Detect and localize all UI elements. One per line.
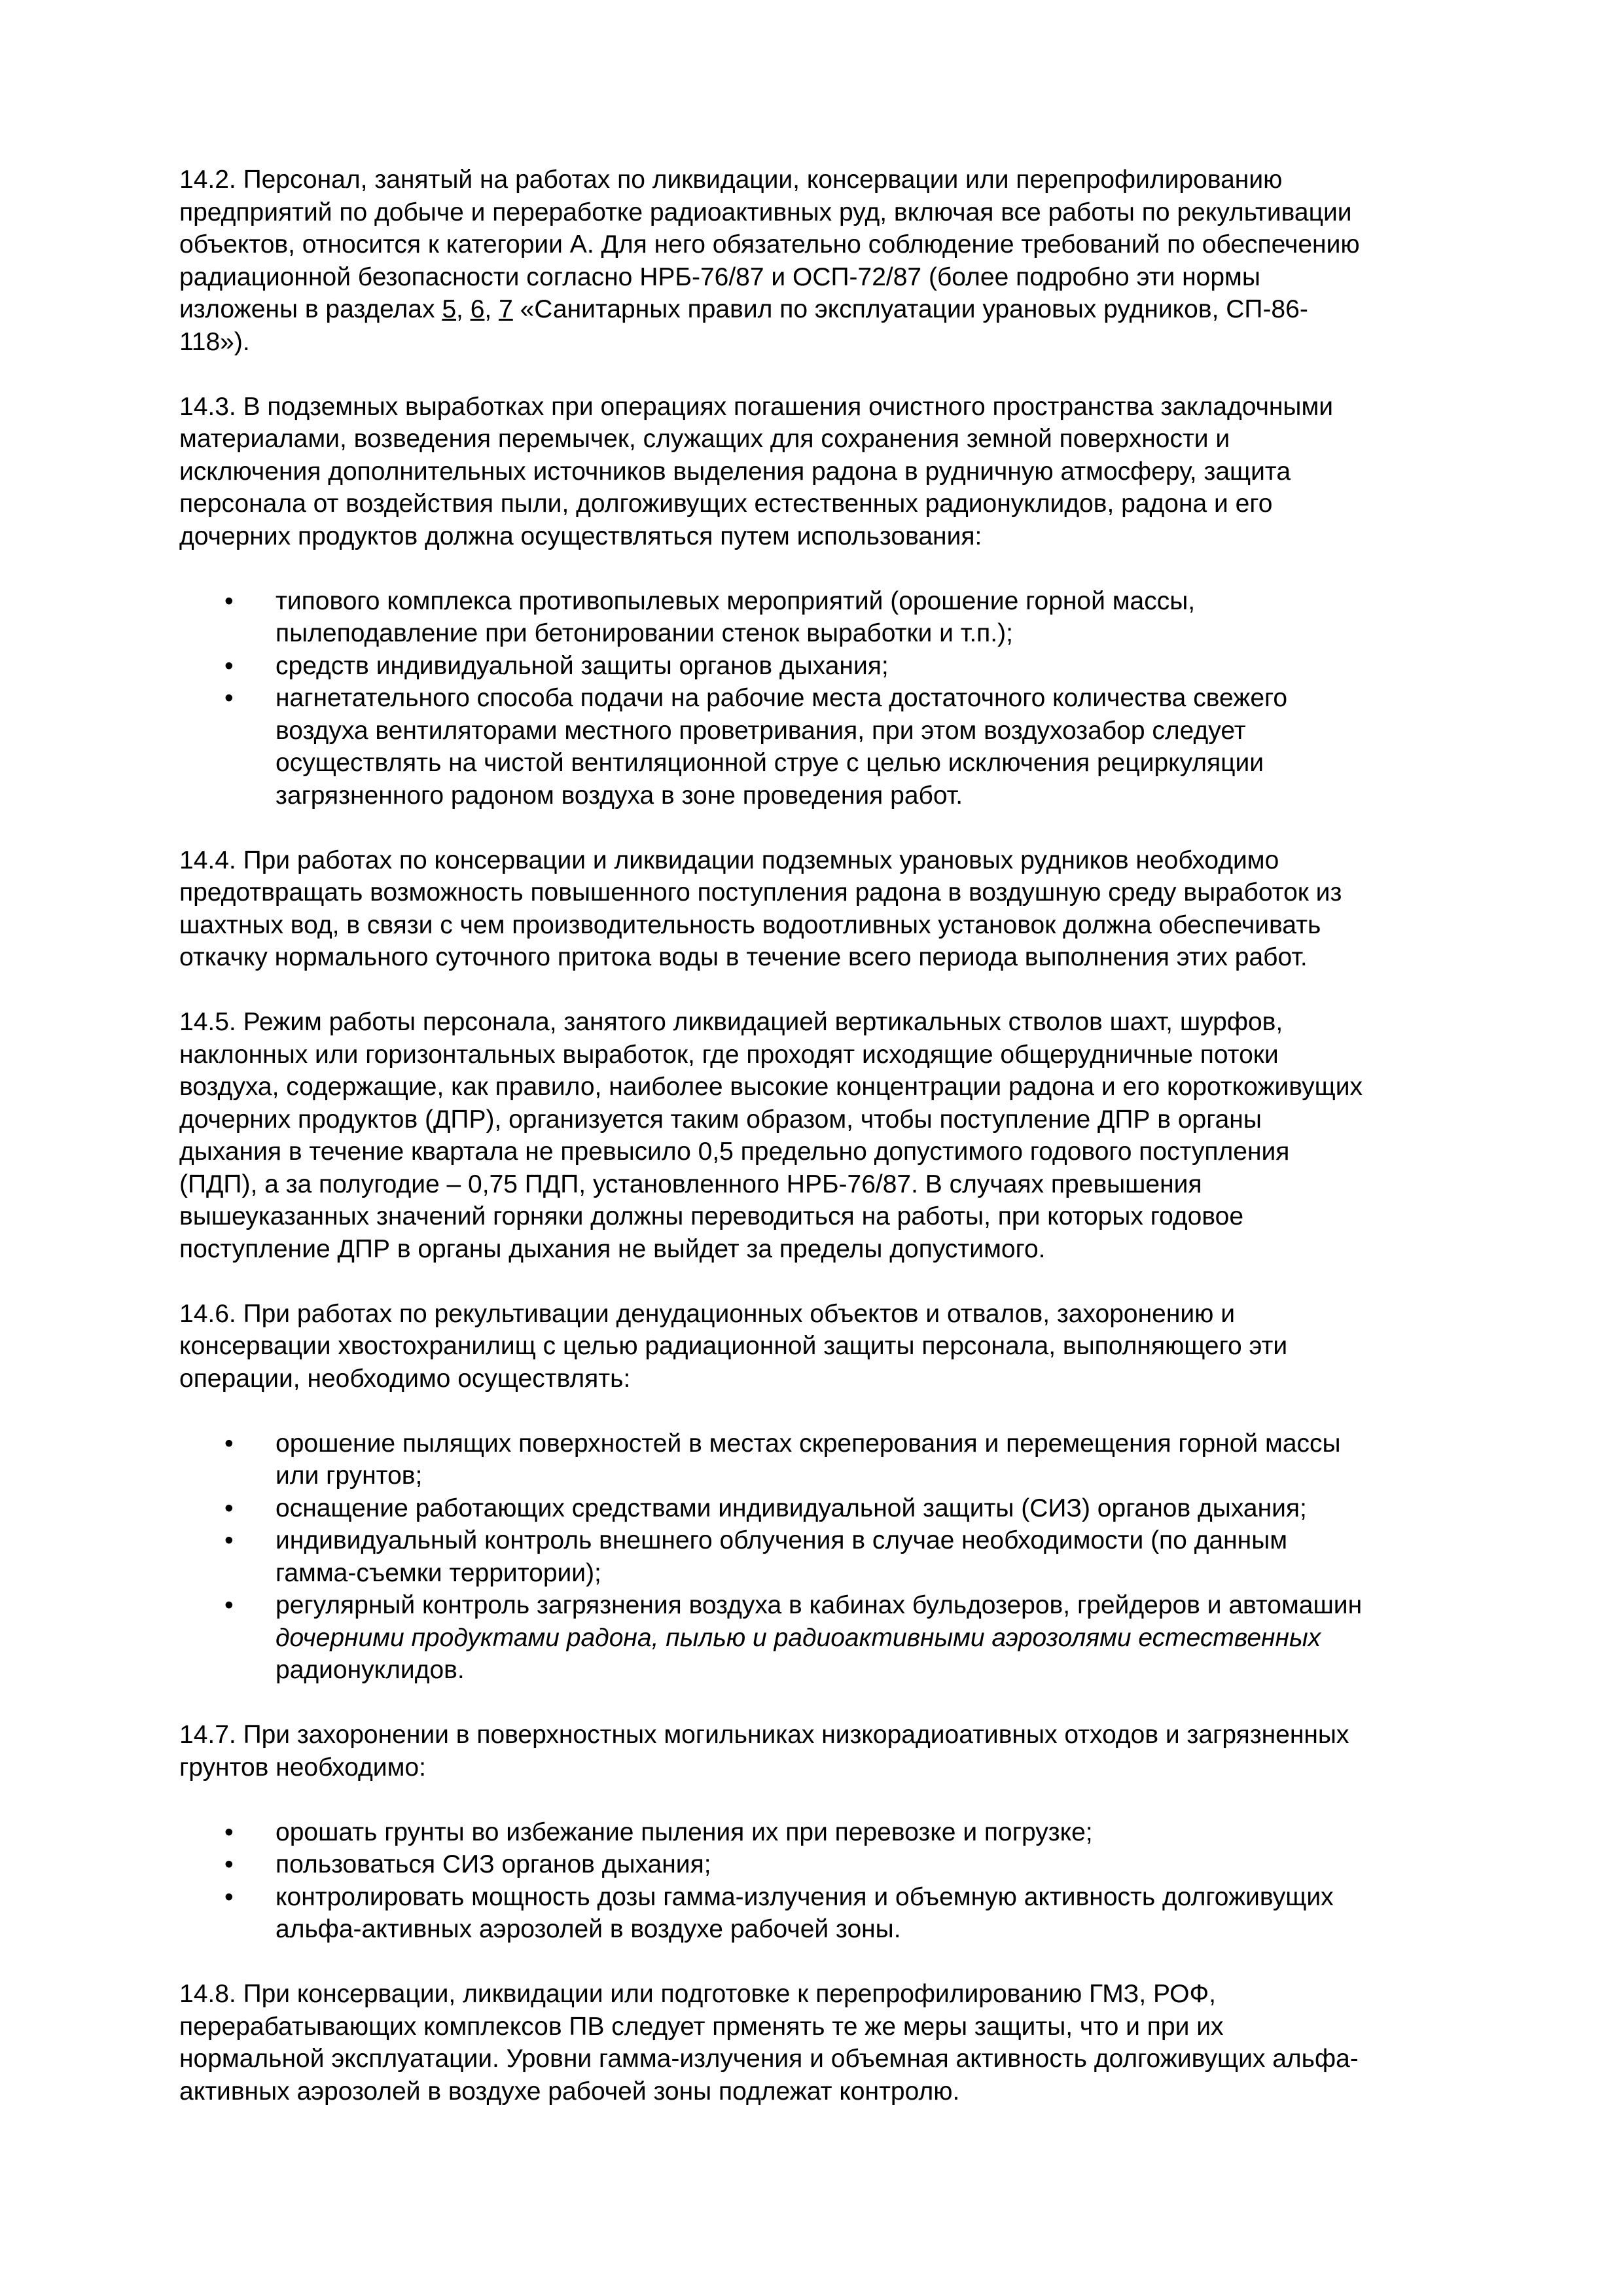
paragraph-14-8	[179, 1978, 1462, 2108]
section-link-5[interactable]: 5	[442, 295, 457, 323]
text-fragment: «Санитарных правил по эксплуатации урановых рудников, СП-86-	[512, 295, 1308, 323]
bullet-icon: •	[224, 1526, 234, 1554]
list-item-line: оснащение работающих средствами индивидуальной защиты (СИЗ) органов дыхания;	[276, 1494, 1307, 1522]
bullet-icon: •	[224, 1850, 234, 1878]
bullet-icon: •	[224, 586, 234, 615]
paragraph-line: материалами, возведения перемычек, служащих для сохранения земной поверхности и	[179, 425, 1230, 453]
list-item-line: контролировать мощность дозы гамма-излучения и объемную активность долгоживущих	[276, 1882, 1334, 1911]
list-item-line: гамма-съемки территории);	[276, 1558, 601, 1587]
paragraph-line: 14.8. При консервации, ликвидации или подготовке к перепрофилированию ГМЗ, РОФ,	[179, 1980, 1216, 2008]
list-item	[179, 682, 1462, 812]
bullet-icon: •	[224, 1494, 234, 1522]
section-link-7[interactable]: 7	[499, 295, 513, 323]
document-page	[179, 164, 1462, 2140]
list-item-line: индивидуальный контроль внешнего облучения в случае необходимости (по данным	[276, 1526, 1288, 1554]
paragraph-14-4	[179, 844, 1462, 974]
paragraph-line: дочерних продуктов (ДПР), организуется таким образом, чтобы поступление ДПР в органы	[179, 1105, 1262, 1134]
list-item-line: орошение пылящих поверхностей в местах скреперования и перемещения горной массы	[276, 1429, 1341, 1458]
section-link-6[interactable]: 6	[470, 295, 485, 323]
list-item-line: загрязненного радоном воздуха в зоне проведения работ.	[276, 781, 963, 810]
paragraph-line: грунтов необходимо:	[179, 1753, 426, 1782]
list-item-line: орошать грунты во избежание пыления их при перевозке и погрузке;	[276, 1818, 1093, 1846]
paragraph-line: 14.6. При работах по рекультивации денудационных объектов и отвалов, захоронению и	[179, 1299, 1236, 1328]
list-item-line: воздуха вентиляторами местного проветривания, при этом воздухозабор следует	[276, 716, 1246, 745]
list-item-line: пользоваться СИЗ органов дыхания;	[276, 1850, 711, 1878]
list-item	[179, 1589, 1462, 1687]
bullet-icon: •	[224, 684, 234, 712]
list-item-line: регулярный контроль загрязнения воздуха в кабинах бульдозеров, грейдеров и автомашин	[276, 1591, 1363, 1619]
paragraph-line: нормальной эксплуатации. Уровни гамма-излучения и объемная активность долгоживущих альфа-	[179, 2045, 1359, 2073]
paragraph-line-with-links	[179, 293, 1462, 326]
bullet-list-2	[179, 1427, 1462, 1687]
list-item-line: типового комплекса противопылевых мероприятий (орошение горной массы,	[276, 586, 1196, 615]
paragraph-line: вышеуказанных значений горняки должны переводиться на работы, при которых годовое	[179, 1202, 1244, 1230]
bullet-icon: •	[224, 1591, 234, 1619]
paragraph-line: радиационной безопасности согласно НРБ-76/87 и ОСП-72/87 (более подробно эти нормы	[179, 262, 1260, 291]
paragraph-14-6	[179, 1298, 1462, 1395]
paragraph-line: операции, необходимо осуществлять:	[179, 1364, 631, 1393]
separator: ,	[484, 295, 499, 323]
paragraph-line: персонала от воздействия пыли, долгоживущих естественных радионуклидов, радона и его	[179, 490, 1273, 518]
bullet-icon: •	[224, 1818, 234, 1846]
paragraph-line: шахтных вод, в связи с чем производительность водоотливных установок должна обеспечивать	[179, 910, 1321, 939]
paragraph-14-7	[179, 1719, 1462, 1784]
bullet-list-1	[179, 585, 1462, 812]
paragraph-line: 14.3. В подземных выработках при операциях погашения очистного пространства закладочными	[179, 392, 1334, 421]
paragraph-14-5	[179, 1006, 1462, 1265]
list-item-line: пылеподавление при бетонировании стенок выработки и т.п.);	[276, 619, 1013, 647]
paragraph-line: дыхания в течение квартала не превысило 0,5 предельно допустимого годового поступления	[179, 1138, 1290, 1166]
paragraph-line: дочерних продуктов должна осуществляться путем использования:	[179, 522, 982, 550]
text-fragment: изложены в разделах	[179, 295, 442, 323]
list-item	[179, 1427, 1462, 1492]
paragraph-line: активных аэрозолей в воздухе рабочей зоны подлежат контролю.	[179, 2077, 960, 2106]
list-item	[179, 1492, 1462, 1525]
separator: ,	[456, 295, 471, 323]
list-item-line: осуществлять на чистой вентиляционной струе с целью исключения рециркуляции	[276, 749, 1264, 777]
list-item	[179, 1816, 1462, 1849]
bullet-list-3	[179, 1816, 1462, 1946]
bullet-icon: •	[224, 1882, 234, 1911]
paragraph-line: 14.5. Режим работы персонала, занятого ликвидацией вертикальных стволов шахт, шурфов,	[179, 1008, 1283, 1036]
paragraph-line: поступление ДПР в органы дыхания не выйдет за пределы допустимого.	[179, 1234, 1046, 1263]
list-item-line: средств индивидуальной защиты органов дыхания;	[276, 651, 889, 680]
bullet-icon: •	[224, 1429, 234, 1458]
paragraph-line: 14.4. При работах по консервации и ликвидации подземных урановых рудников необходимо	[179, 846, 1279, 874]
paragraph-line: наклонных или горизонтальных выработок, где проходят исходящие общерудничные потоки	[179, 1040, 1279, 1069]
list-item-line: радионуклидов.	[276, 1656, 465, 1684]
list-item	[179, 585, 1462, 650]
paragraph-line: объектов, относится к категории А. Для него обязательно соблюдение требований по обеспечению	[179, 230, 1360, 259]
list-item	[179, 1524, 1462, 1589]
paragraph-line: (ПДП), а за полугодие – 0,75 ПДП, установленного НРБ-76/87. В случаях превышения	[179, 1170, 1202, 1198]
list-item-line-italic: дочерними продуктами радона, пылью и радиоактивными аэрозолями естественных	[276, 1623, 1321, 1652]
bullet-icon: •	[224, 651, 234, 680]
paragraph-line: предотвращать возможность повышенного поступления радона в воздушную среду выработок из	[179, 878, 1342, 906]
list-item	[179, 1881, 1462, 1946]
paragraph-line: перерабатывающих комплексов ПВ следует прменять те же меры защиты, что и при их	[179, 2012, 1224, 2041]
paragraph-line: 14.2. Персонал, занятый на работах по ликвидации, консервации или перепрофилированию	[179, 166, 1283, 194]
paragraph-line: откачку нормального суточного притока воды в течение всего периода выполнения этих работ.	[179, 943, 1308, 971]
paragraph-14-3	[179, 391, 1462, 553]
paragraph-line: 14.7. При захоронении в поверхностных могильниках низкорадиоативных отходов и загрязненных	[179, 1721, 1349, 1749]
paragraph-line: предприятий по добыче и переработке радиоактивных руд, включая все работы по рекультивации	[179, 198, 1352, 226]
list-item	[179, 650, 1462, 683]
list-item-line: или грунтов;	[276, 1462, 423, 1490]
paragraph-line: воздуха, содержащие, как правило, наиболее высокие концентрации радона и его короткоживущих	[179, 1073, 1363, 1101]
paragraph-line: исключения дополнительных источников выделения радона в рудничную атмосферу, защита	[179, 457, 1291, 486]
paragraph-14-2	[179, 164, 1462, 358]
list-item-line: альфа-активных аэрозолей в воздухе рабочей зоны.	[276, 1915, 901, 1943]
list-item-line: нагнетательного способа подачи на рабочие места достаточного количества свежего	[276, 684, 1288, 712]
list-item	[179, 1848, 1462, 1881]
paragraph-line: консервации хвостохранилищ с целью радиационной защиты персонала, выполняющего эти	[179, 1332, 1288, 1360]
paragraph-line: 118»).	[179, 327, 250, 356]
